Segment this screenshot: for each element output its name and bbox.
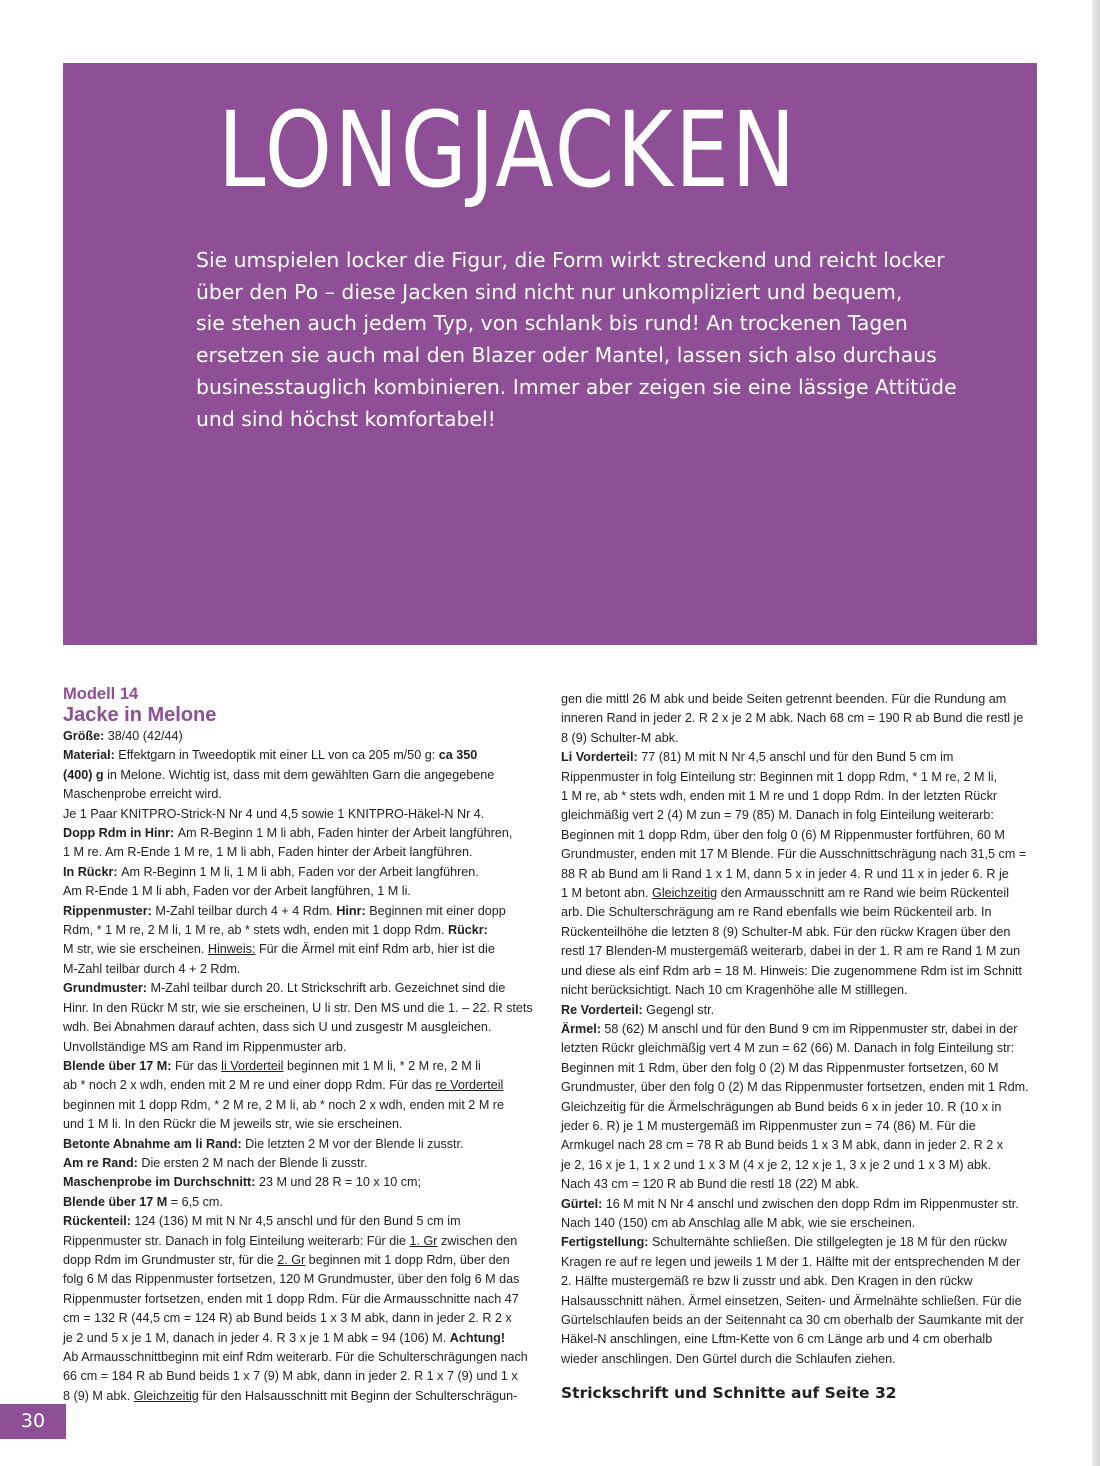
- intro-line: Sie umspielen locker die Figur, die Form wirkt streckend und reicht locker: [196, 248, 945, 272]
- text-line: [561, 806, 1037, 825]
- text-line: [561, 690, 1037, 709]
- text-run: restl 17 Blenden-M mustergemäß weiterarb, dabei in der 1. R am re Rand 1 M zun: [561, 944, 1021, 959]
- text-run: Hinr. In den Rückr M str, wie sie erscheinen, U li str. Den MS und die 1. – 22. R stets: [63, 1000, 533, 1015]
- text-line: [561, 1156, 1037, 1175]
- text-line: [63, 1251, 538, 1270]
- text-run: cm = 132 R (44,5 cm = 124 R) ab Bund beids 1 x 3 M abk, dann in jeder 2. R 2 x: [63, 1311, 512, 1326]
- text-run: 1 M re. Am R-Ende 1 M re, 1 M li abh, Faden hinter der Arbeit langführen.: [63, 845, 473, 860]
- text-run: gen die mittl 26 M abk und beide Seiten getrennt beenden. Für die Rundung am: [561, 692, 1007, 706]
- text-run: dopp Rdm im Grundmuster str, für die: [63, 1252, 278, 1267]
- text-line: [561, 1098, 1037, 1117]
- text-line: [561, 787, 1037, 806]
- text-line: [561, 1059, 1037, 1078]
- text-run: Am R-Ende 1 M li abh, Faden vor der Arbeit langführen, 1 M li.: [63, 884, 411, 899]
- bold-term: Li Vorderteil:: [561, 750, 642, 765]
- text-line: [561, 1350, 1037, 1369]
- text-run: Unvollständige MS am Rand im Rippenmuster arb.: [63, 1039, 347, 1054]
- text-run: Je 1 Paar KNITPRO-Strick-N Nr 4 und 4,5 sowie 1 KNITPRO-Häkel-N Nr 4.: [63, 806, 485, 821]
- bold-term: Am re Rand:: [63, 1155, 142, 1170]
- text-run: Nach 43 cm = 120 R ab Bund die restl 18 (22) M abk.: [561, 1177, 859, 1192]
- text-run: und diese als einf Rdm arb = 18 M. Hinweis: Die zugenommene Rdm ist im Schnitt: [561, 963, 1022, 978]
- bold-term: Betonte Abnahme am li Rand:: [63, 1136, 246, 1151]
- text-run: Am R-Beginn 1 M li, 1 M li abh, Faden vor der Arbeit langführen.: [121, 864, 479, 879]
- text-line: [561, 729, 1037, 748]
- text-line: [561, 1001, 1037, 1020]
- text-run: Rückenteilhöhe die letzten 8 (9) Schulter-M abk. Für den rückw Kragen über den: [561, 924, 1011, 939]
- text-run: M-Zahl teilbar durch 20. Lt Strickschrift arb. Gezeichnet sind die: [150, 981, 506, 996]
- text-run: 77 (81) M mit N Nr 4,5 anschl und für den Bund 5 cm im: [641, 750, 954, 765]
- text-run: Die ersten 2 M nach der Blende li zusstr.: [141, 1155, 368, 1170]
- text-line: [63, 1387, 538, 1406]
- text-run: 8 (9) Schulter-M abk.: [561, 730, 679, 745]
- text-line: [561, 1195, 1037, 1214]
- text-line: [561, 903, 1037, 922]
- bold-term: Dopp Rdm in Hinr:: [63, 826, 178, 841]
- text-run: 23 M und 28 R = 10 x 10 cm;: [258, 1175, 421, 1190]
- model-name: Jacke in Melone: [63, 704, 217, 726]
- text-line: [561, 884, 1037, 903]
- text-line: [63, 1173, 538, 1192]
- text-line: [63, 1309, 538, 1328]
- text-run: Grundmuster, über den folg 0 (2) M das Rippenmuster fortsetzen, enden mit 1 Rdm.: [561, 1080, 1029, 1095]
- text-line: [561, 1175, 1037, 1194]
- text-run: Beginnen mit 1 Rdm, über den folg 0 (2) M das Rippenmuster fortsetzen, 60 M: [561, 1060, 999, 1075]
- text-run: 2. Hälfte mustergemäß re bzw li zusstr und abk. Den Kragen in den rückw: [561, 1274, 973, 1289]
- text-run: Rdm, * 1 M re, 2 M li, 1 M re, ab * stets wdh, enden mit 1 dopp Rdm.: [63, 923, 448, 938]
- text-run: gleichmäßig vert 2 (4) M zun = 79 (85) M. Danach in folg Einteilung weiterarb:: [561, 808, 994, 823]
- text-line: [561, 962, 1037, 981]
- text-line: [63, 1232, 538, 1251]
- text-line: [63, 902, 538, 921]
- text-line: [561, 1078, 1037, 1097]
- text-line: [561, 1214, 1037, 1233]
- text-line: [63, 921, 538, 940]
- bold-term: Achtung!: [449, 1330, 506, 1345]
- bold-term: Ärmel:: [561, 1021, 605, 1036]
- bold-term: Re Vorderteil:: [561, 1002, 647, 1017]
- bold-term: ca 350: [438, 748, 478, 763]
- text-run: wdh. Bei Abnahmen darauf achten, dass sich U und zusgestr M ausgleichen.: [63, 1020, 492, 1035]
- text-run: Kragen re auf re legen und jeweils 1 M der 1. Hälfte mit der entsprechenden M der: [561, 1254, 1021, 1269]
- text-line: [63, 785, 538, 804]
- text-line: [561, 1311, 1037, 1330]
- text-run: in Melone. Wichtig ist, dass mit dem gewählten Garn die angegebene: [103, 767, 495, 782]
- text-run: 58 (62) M anschl und für den Bund 9 cm im Rippenmuster str, dabei in der: [604, 1021, 1018, 1036]
- text-run: Gürtelschlaufen beids an der Seitennaht ca 30 cm oberhalb der Saumkante mit der: [561, 1313, 1024, 1327]
- text-line: [561, 1330, 1037, 1349]
- bold-term: Fertigstellung:: [561, 1235, 652, 1250]
- text-run: Beginnen mit einer dopp: [369, 903, 506, 918]
- text-run: Beginnen mit 1 dopp Rdm, über den folg 0 (6) M Rippenmuster fortführen, 60 M: [561, 827, 1005, 842]
- text-run: Grundmuster, enden mit 17 M Blende. Für die Ausschnittschrägung nach 31,5 cm =: [561, 847, 1027, 862]
- text-run: Halsausschnitt nähen. Ärmel einsetzen, Seiten- und Ärmelnähte schließen. Für die: [561, 1293, 1022, 1308]
- bold-term: Blende über 17 M:: [63, 1058, 175, 1073]
- text-line: [561, 1253, 1037, 1272]
- underlined-term: re Vorderteil: [435, 1078, 504, 1093]
- text-run: Rippenmuster fortsetzen, enden mit 1 dopp Rdm. Für die Armausschnitte nach 47: [63, 1291, 519, 1306]
- text-run: den Armausschnitt am re Rand wie beim Rückenteil: [717, 886, 1010, 901]
- text-line: [561, 1136, 1037, 1155]
- text-run: 124 (136) M mit N Nr 4,5 anschl und für den Bund 5 cm im: [134, 1214, 461, 1229]
- text-run: 88 R ab Bund am li Rand 1 x 1 M, dann 5 x in jeder 4. R und 11 x in jeder 6. R je: [561, 866, 1009, 881]
- underlined-term: 2. Gr: [277, 1252, 306, 1267]
- text-run: Maschenprobe erreicht wird.: [63, 787, 222, 802]
- text-line: [63, 960, 538, 979]
- underlined-term: Gleichzeitig: [133, 1388, 199, 1403]
- text-line: [63, 1135, 538, 1154]
- text-run: je 2, 16 x je 1, 1 x 2 und 1 x 3 M (4 x je 2, 12 x je 1, 3 x je 2 und 1 x 3 M) abk.: [561, 1157, 991, 1172]
- instructions-text-left: [63, 727, 538, 1406]
- text-line: [561, 1039, 1037, 1058]
- text-run: wieder anschlingen. Den Gürtel durch die Schlaufen ziehen.: [561, 1351, 896, 1366]
- intro-line: sie stehen auch jedem Typ, von schlank bis rund! An trockenen Tagen: [196, 311, 908, 336]
- text-line: [63, 1212, 538, 1231]
- text-run: nicht berücksichtigt. Nach 10 cm Kragenhöhe alle M stilllegen.: [561, 983, 908, 998]
- text-line: [63, 863, 538, 882]
- text-line: [63, 1057, 538, 1076]
- text-run: 66 cm = 184 R ab Bund beids 1 x 7 (9) M abk, dann in jeder 2. R 1 x 7 (9) und 1 x: [63, 1369, 518, 1384]
- text-run: Am R-Beginn 1 M li abh, Faden hinter der Arbeit langführen,: [177, 826, 513, 841]
- text-run: jeder 6. R) je 1 M mustergemäß im Rippenmuster zun = 74 (86) M. Für die: [561, 1118, 976, 1133]
- text-run: Für das: [174, 1058, 222, 1073]
- text-line: [63, 1290, 538, 1309]
- bold-term: Material:: [63, 748, 119, 763]
- intro-line: über den Po – diese Jacken sind nicht nur unkompliziert und bequem,: [196, 279, 903, 304]
- text-line: [63, 1154, 538, 1173]
- model-number: Modell 14: [63, 685, 139, 703]
- text-line: [63, 1193, 538, 1212]
- chart-reference-note: Strickschrift und Schnitte auf Seite 32: [561, 1384, 897, 1402]
- text-line: [63, 1367, 538, 1386]
- text-line: [63, 1115, 538, 1134]
- text-line: [561, 1272, 1037, 1291]
- bold-term: Grundmuster:: [63, 981, 151, 996]
- text-line: [561, 1292, 1037, 1311]
- text-run: Ab Armausschnittbeginn mit einf Rdm weiterarb. Für die Schulterschrägungen nach: [63, 1350, 528, 1364]
- text-run: Nach 140 (150) cm ab Anschlag alle M abk, wie sie erscheinen.: [561, 1215, 916, 1230]
- text-line: [63, 766, 538, 785]
- text-line: [63, 1018, 538, 1037]
- text-line: [63, 824, 538, 843]
- text-run: beginnen mit 1 dopp Rdm, * 2 M re, 2 M li, ab * noch 2 x wdh, enden mit 2 M re: [63, 1097, 505, 1112]
- bold-term: Maschenprobe im Durchschnitt:: [63, 1175, 259, 1190]
- bold-term: Gürtel:: [561, 1196, 606, 1211]
- text-run: Schulternähte schließen. Die stillgelegten je 18 M für den rückw: [651, 1235, 1007, 1250]
- text-run: 16 M mit N Nr 4 anschl und zwischen den dopp Rdm im Rippenmuster str.: [605, 1196, 1019, 1211]
- page-title: LONGJACKEN: [218, 89, 798, 211]
- text-line: [63, 727, 538, 746]
- text-run: Gegengl str.: [646, 1002, 715, 1017]
- text-line: [63, 1076, 538, 1095]
- bold-term: Größe:: [63, 729, 108, 743]
- text-line: [561, 768, 1037, 787]
- text-run: M-Zahl teilbar durch 4 + 4 Rdm.: [155, 903, 337, 918]
- text-run: ab * noch 2 x wdh, enden mit 2 M re und einer dopp Rdm. Für das: [63, 1078, 436, 1093]
- text-line: [561, 709, 1037, 728]
- text-line: [63, 940, 538, 959]
- text-run: M-Zahl teilbar durch 4 + 2 Rdm.: [63, 961, 241, 976]
- text-line: [63, 746, 538, 765]
- text-line: [561, 1117, 1037, 1136]
- text-run: = 6,5 cm.: [167, 1194, 223, 1209]
- underlined-term: Hinweis:: [207, 942, 256, 957]
- text-run: zwischen den: [437, 1233, 518, 1248]
- text-run: Rippenmuster in folg Einteilung str: Beginnen mit 1 dopp Rdm, * 1 M re, 2 M li,: [561, 769, 998, 784]
- text-run: je 2 und 5 x je 1 M, danach in jeder 4. R 3 x je 1 M abk = 94 (106) M.: [63, 1330, 450, 1345]
- text-line: [561, 826, 1037, 845]
- text-line: [561, 1233, 1037, 1252]
- bold-term: (400) g: [63, 767, 104, 782]
- text-line: [63, 979, 538, 998]
- text-line: [63, 843, 538, 862]
- underlined-term: 1. Gr: [409, 1233, 438, 1248]
- instructions-column-right: [561, 690, 1037, 1369]
- intro-line: und sind höchst komfortabel!: [196, 406, 496, 431]
- instructions-text-right: [561, 690, 1037, 1369]
- text-run: Die letzten 2 M vor der Blende li zusstr.: [245, 1136, 464, 1151]
- text-run: folg 6 M das Rippenmuster fortsetzen, 120 M Grundmuster, über den folg 6 M das: [63, 1272, 520, 1287]
- text-line: [63, 882, 538, 901]
- text-line: [561, 981, 1037, 1000]
- text-run: Effektgarn in Tweedoptik mit einer LL von ca 205 m/50 g:: [118, 748, 439, 763]
- text-run: letzten Rückr gleichmäßig vert 4 M zun = 62 (66) M. Danach in folg Einteilung str:: [561, 1041, 1015, 1056]
- text-run: für den Halsausschnitt mit Beginn der Schulterschrägun-: [198, 1388, 518, 1403]
- bold-term: In Rückr:: [63, 864, 122, 879]
- text-line: [63, 999, 538, 1018]
- text-run: inneren Rand in jeder 2. R 2 x je 2 M abk. Nach 68 cm = 190 R ab Bund die restl je: [561, 711, 1024, 726]
- bold-term: Rückenteil:: [63, 1214, 135, 1229]
- intro-line: businesstauglich kombinieren. Immer aber zeigen sie eine lässige Attitüde: [196, 374, 957, 399]
- text-line: [63, 1348, 538, 1367]
- text-run: beginnen mit 1 dopp Rdm, über den: [305, 1252, 510, 1267]
- text-line: [561, 942, 1037, 961]
- intro-paragraph: [196, 245, 996, 435]
- page-number: 30: [0, 1404, 66, 1439]
- text-line: [63, 1038, 538, 1057]
- intro-line: ersetzen sie auch mal den Blazer oder Mantel, lassen sich also durchaus: [196, 343, 937, 368]
- text-run: Armkugel nach 28 cm = 78 R ab Bund beids 1 x 3 M abk, dann in jeder 2. R 2 x: [561, 1138, 1004, 1153]
- text-line: [63, 1270, 538, 1289]
- text-run: beginnen mit 1 M li, * 2 M re, 2 M li: [283, 1058, 481, 1073]
- text-line: [561, 845, 1037, 864]
- bold-term: Rückr:: [447, 923, 488, 938]
- text-run: 38/40 (42/44): [107, 729, 183, 743]
- text-line: [561, 1020, 1037, 1039]
- text-run: und 1 M li. In den Rückr die M jeweils str, wie sie erscheinen.: [63, 1117, 403, 1132]
- text-run: Gleichzeitig für die Ärmelschrägungen ab Bund beids 6 x in jeder 10. R (10 x in: [561, 1099, 1002, 1114]
- text-run: Für die Ärmel mit einf Rdm arb, hier ist die: [255, 942, 495, 957]
- bold-term: Blende über 17 M: [63, 1194, 168, 1209]
- text-run: 1 M betont abn.: [561, 886, 653, 901]
- underlined-term: Gleichzeitig: [652, 886, 718, 901]
- text-run: 1 M re, ab * stets wdh, enden mit 1 M re und 1 dopp Rdm. In der letzten Rückr: [561, 789, 998, 804]
- underlined-term: li Vorderteil: [221, 1058, 284, 1073]
- text-run: Häkel-N anschlingen, eine Lftm-Kette von 6 cm Länge arb und 4 cm oberhalb: [561, 1332, 993, 1347]
- page-edge-shadow: [1092, 0, 1100, 1466]
- text-run: Rippenmuster str. Danach in folg Einteilung weiterarb: Für die: [63, 1233, 410, 1248]
- text-run: 8 (9) M abk.: [63, 1388, 134, 1403]
- text-line: [561, 923, 1037, 942]
- text-run: arb. Die Schulterschrägung am re Rand ebenfalls wie beim Rückenteil arb. In: [561, 905, 992, 920]
- text-line: [561, 748, 1037, 767]
- bold-term: Rippenmuster:: [63, 903, 156, 918]
- text-line: [63, 1096, 538, 1115]
- text-line: [63, 1329, 538, 1348]
- text-run: M str, wie sie erscheinen.: [63, 942, 208, 957]
- text-line: [561, 865, 1037, 884]
- instructions-column-left: [63, 685, 538, 1406]
- bold-term: Hinr:: [336, 903, 370, 918]
- text-line: [63, 805, 538, 824]
